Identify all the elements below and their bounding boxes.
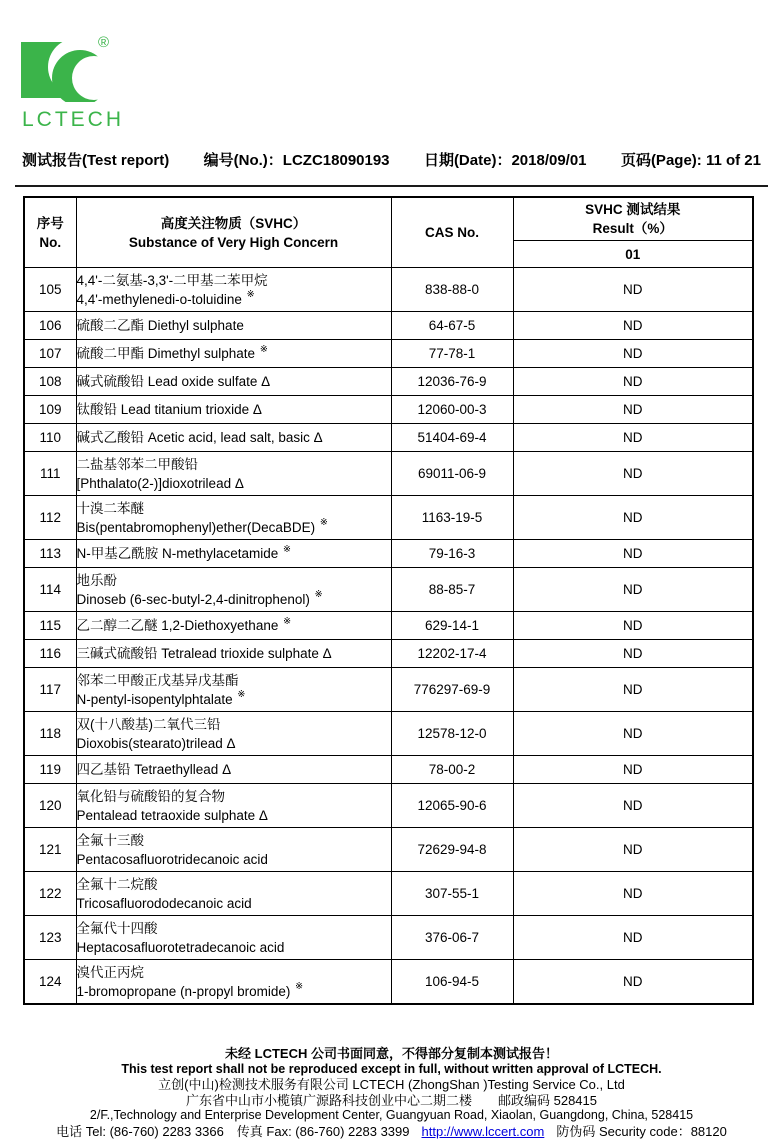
row-no-cell: 113: [24, 540, 76, 568]
col-header-substance: [76, 197, 391, 268]
reference-mark: ※: [295, 981, 304, 992]
report-number: [204, 149, 390, 170]
substance-en: 4,4'-methylenedi-o-toluidine ※: [76, 289, 255, 307]
substance-cell: [76, 568, 391, 612]
substance-zh: 氧化铅与硫酸铅的复合物: [76, 788, 225, 804]
row-no-cell: 112: [24, 496, 76, 540]
report-number-label: 编号(No.)：: [203, 152, 283, 169]
table-row: [24, 712, 753, 756]
row-no-cell: 124: [24, 960, 76, 1005]
substance-en: [Phthalato(2-)]dioxotrilead Δ: [76, 475, 244, 491]
substance-zh: 邻苯二甲酸正戊基异戊基酯: [76, 672, 239, 688]
table-row: [24, 756, 753, 784]
row-no-cell: 109: [24, 396, 76, 424]
substance-cell: [76, 268, 391, 312]
cas-number-cell: 838-88-0: [391, 268, 513, 312]
footer: [0, 1046, 783, 1139]
table-row: [24, 568, 753, 612]
substance-text: 乙二醇二乙醚 1,2-Diethoxyethane ※: [76, 615, 292, 633]
row-no-cell: 110: [24, 424, 76, 452]
header-divider: [15, 185, 768, 187]
substance-zh: 地乐酚: [76, 572, 117, 588]
footer-security-code: 防伪码 Security code：88120: [556, 1123, 727, 1139]
table-row: [24, 668, 753, 712]
footer-tel-fax: 电话 Tel: (86-760) 2283 3366 传真 Fax: (86-760) 2283 3399: [56, 1123, 410, 1139]
report-date-label: 日期(Date)：: [423, 152, 512, 169]
substance-text: 钛酸铅 Lead titanium trioxide Δ: [76, 402, 262, 417]
table-row: [24, 916, 753, 960]
substance-cell: [76, 756, 391, 784]
substance-text: N-甲基乙酰胺 N-methylacetamide ※: [76, 543, 292, 561]
report-date-value: 2018/09/01: [511, 152, 587, 169]
reference-mark: ※: [246, 289, 255, 300]
report-date: [424, 149, 587, 170]
result-cell: ND: [513, 540, 753, 568]
substance-zh: 双(十八酸基)二氧代三铅: [76, 716, 221, 732]
row-no-cell: 116: [24, 640, 76, 668]
reference-mark: ※: [283, 543, 292, 555]
cas-number-cell: 307-55-1: [391, 872, 513, 916]
cas-number-cell: 78-00-2: [391, 756, 513, 784]
registered-trademark-icon: ®: [98, 34, 110, 51]
row-no-cell: 118: [24, 712, 76, 756]
substance-en: Dinoseb (6-sec-butyl-2,4-dinitrophenol) ※: [76, 589, 323, 607]
row-no-cell: 117: [24, 668, 76, 712]
cas-number-cell: 376-06-7: [391, 916, 513, 960]
reference-mark: ※: [319, 517, 328, 528]
col-header-no: [24, 197, 76, 268]
substance-en: Pentacosafluorotridecanoic acid: [76, 851, 268, 867]
row-no-cell: 119: [24, 756, 76, 784]
footer-address-en: 2/F.,Technology and Enterprise Development Center, Guangyuan Road, Xiaolan, Guangdong, China, 528415: [89, 1108, 694, 1122]
reference-mark: ※: [259, 343, 268, 355]
cas-number-cell: 629-14-1: [391, 612, 513, 640]
col-header-result-zh: SVHC 测试结果: [585, 202, 681, 217]
cas-number-cell: 51404-69-4: [391, 424, 513, 452]
table-row: [24, 340, 753, 368]
substance-zh: 全氟代十四酸: [76, 920, 158, 936]
row-no-cell: 111: [24, 452, 76, 496]
row-no-cell: 122: [24, 872, 76, 916]
substance-zh: 全氟十三酸: [76, 832, 144, 848]
result-cell: ND: [513, 424, 753, 452]
lctech-logo: [20, 36, 140, 132]
cas-number-cell: 1163-19-5: [391, 496, 513, 540]
result-cell: ND: [513, 612, 753, 640]
substance-text: 三碱式硫酸铅 Tetralead trioxide sulphate Δ: [76, 646, 332, 661]
row-no-cell: 105: [24, 268, 76, 312]
table-row: [24, 452, 753, 496]
cas-number-cell: 12578-12-0: [391, 712, 513, 756]
table-row: [24, 268, 753, 312]
substance-text: 硫酸二乙酯 Diethyl sulphate: [76, 318, 244, 333]
result-cell: ND: [513, 668, 753, 712]
substance-text: 硫酸二甲酯 Dimethyl sulphate ※: [76, 343, 268, 361]
footer-notice-en: This test report shall not be reproduced except in full, without written approval of LCTECH.: [121, 1061, 662, 1076]
cas-number-cell: 12036-76-9: [391, 368, 513, 396]
substance-cell: [76, 872, 391, 916]
table-row: [24, 828, 753, 872]
substance-cell: [76, 312, 391, 340]
table-row: [24, 368, 753, 396]
table-row: [24, 424, 753, 452]
row-no-cell: 114: [24, 568, 76, 612]
cas-number-cell: 79-16-3: [391, 540, 513, 568]
substance-zh: 十溴二苯醚: [76, 500, 144, 516]
cas-number-cell: 88-85-7: [391, 568, 513, 612]
substance-zh: 二盐基邻苯二甲酸铅: [76, 456, 198, 472]
substance-en: Dioxobis(stearato)trilead Δ: [76, 735, 236, 751]
result-cell: ND: [513, 828, 753, 872]
substance-cell: [76, 916, 391, 960]
cas-number-cell: 12065-90-6: [391, 784, 513, 828]
substance-en: Heptacosafluorotetradecanoic acid: [76, 939, 285, 955]
result-cell: ND: [513, 452, 753, 496]
result-cell: ND: [513, 960, 753, 1005]
substance-cell: [76, 640, 391, 668]
table-row: [24, 960, 753, 1005]
result-cell: ND: [513, 396, 753, 424]
svhc-table: [23, 196, 754, 1005]
col-header-result: [513, 197, 753, 241]
substance-en: N-pentyl-isopentylphtalate ※: [76, 689, 246, 707]
reference-mark: ※: [237, 689, 246, 700]
cas-number-cell: 106-94-5: [391, 960, 513, 1005]
cas-number-cell: 72629-94-8: [391, 828, 513, 872]
substance-text: 碱式硫酸铅 Lead oxide sulfate Δ: [76, 374, 271, 389]
result-cell: ND: [513, 756, 753, 784]
table-row: [24, 612, 753, 640]
cas-number-cell: 12060-00-3: [391, 396, 513, 424]
website-link[interactable]: http://www.lccert.com: [421, 1123, 545, 1139]
substance-cell: [76, 612, 391, 640]
cas-number-cell: 776297-69-9: [391, 668, 513, 712]
cas-number-cell: 64-67-5: [391, 312, 513, 340]
row-no-cell: 120: [24, 784, 76, 828]
substance-cell: [76, 424, 391, 452]
footer-company: 立创(中山)检测技术服务有限公司 LCTECH (ZhongShan )Testing Service Co., Ltd: [158, 1077, 625, 1092]
reference-mark: ※: [314, 589, 323, 600]
page-number-value: 11 of 21: [705, 152, 761, 169]
substance-cell: [76, 452, 391, 496]
report-number-value: LCZC18090193: [282, 152, 390, 169]
footer-contact: [0, 1124, 783, 1140]
table-row: [24, 872, 753, 916]
substance-zh: 4,4'-二氨基-3,3'-二甲基二苯甲烷: [76, 272, 268, 288]
result-cell: ND: [513, 916, 753, 960]
result-cell: ND: [513, 872, 753, 916]
table-row: [24, 496, 753, 540]
result-cell: ND: [513, 312, 753, 340]
col-header-substance-en: Substance of Very High Concern: [128, 234, 339, 250]
table-row: [24, 784, 753, 828]
result-cell: ND: [513, 568, 753, 612]
table-row: [24, 640, 753, 668]
substance-cell: [76, 828, 391, 872]
col-header-substance-zh: 高度关注物质（SVHC）: [160, 215, 307, 231]
result-cell: ND: [513, 784, 753, 828]
result-cell: ND: [513, 640, 753, 668]
cas-number-cell: 69011-06-9: [391, 452, 513, 496]
substance-cell: [76, 960, 391, 1005]
col-header-cas: CAS No.: [391, 197, 513, 268]
result-cell: ND: [513, 340, 753, 368]
result-cell: ND: [513, 368, 753, 396]
substance-cell: [76, 368, 391, 396]
cas-number-cell: 12202-17-4: [391, 640, 513, 668]
substance-en: Bis(pentabromophenyl)ether(DecaBDE) ※: [76, 517, 328, 535]
table-row: [24, 396, 753, 424]
col-header-no-en: No.: [39, 234, 62, 250]
logo-wordmark: LCTECH: [22, 108, 125, 131]
row-no-cell: 121: [24, 828, 76, 872]
svhc-table-body: [24, 268, 753, 1005]
result-cell: ND: [513, 496, 753, 540]
row-no-cell: 115: [24, 612, 76, 640]
substance-cell: [76, 396, 391, 424]
substance-en: Tricosafluorododecanoic acid: [76, 895, 252, 911]
col-header-result-en: Result（%）: [592, 221, 673, 236]
footer-notice-zh: 未经 LCTECH 公司书面同意，不得部分复制本测试报告！: [225, 1046, 558, 1061]
substance-cell: [76, 784, 391, 828]
footer-address-zh: 广东省中山市小榄镇广源路科技创业中心二期二楼 邮政编码 528415: [186, 1092, 597, 1108]
reference-mark: ※: [283, 615, 292, 627]
substance-en: Pentalead tetraoxide sulphate Δ: [76, 807, 268, 823]
substance-zh: 全氟十二烷酸: [76, 876, 158, 892]
page-number: [621, 149, 761, 170]
substance-text: 四乙基铅 Tetraethyllead Δ: [76, 762, 232, 777]
doc-header: [22, 149, 761, 170]
substance-en: 1-bromopropane (n-propyl bromide) ※: [76, 981, 304, 999]
result-cell: ND: [513, 712, 753, 756]
row-no-cell: 123: [24, 916, 76, 960]
page-number-label: 页码(Page):: [620, 152, 706, 169]
substance-zh: 溴代正丙烷: [76, 964, 144, 980]
row-no-cell: 108: [24, 368, 76, 396]
row-no-cell: 107: [24, 340, 76, 368]
substance-cell: [76, 712, 391, 756]
row-no-cell: 106: [24, 312, 76, 340]
substance-cell: [76, 340, 391, 368]
sample-id-cell: 01: [513, 241, 753, 268]
substance-text: 碱式乙酸铅 Acetic acid, lead salt, basic Δ: [76, 430, 323, 445]
table-row: [24, 540, 753, 568]
report-title: 测试报告(Test report): [22, 152, 170, 169]
result-cell: ND: [513, 268, 753, 312]
cas-number-cell: 77-78-1: [391, 340, 513, 368]
col-header-no-zh: 序号: [36, 215, 64, 231]
table-row: [24, 312, 753, 340]
substance-cell: [76, 496, 391, 540]
substance-cell: [76, 668, 391, 712]
substance-cell: [76, 540, 391, 568]
